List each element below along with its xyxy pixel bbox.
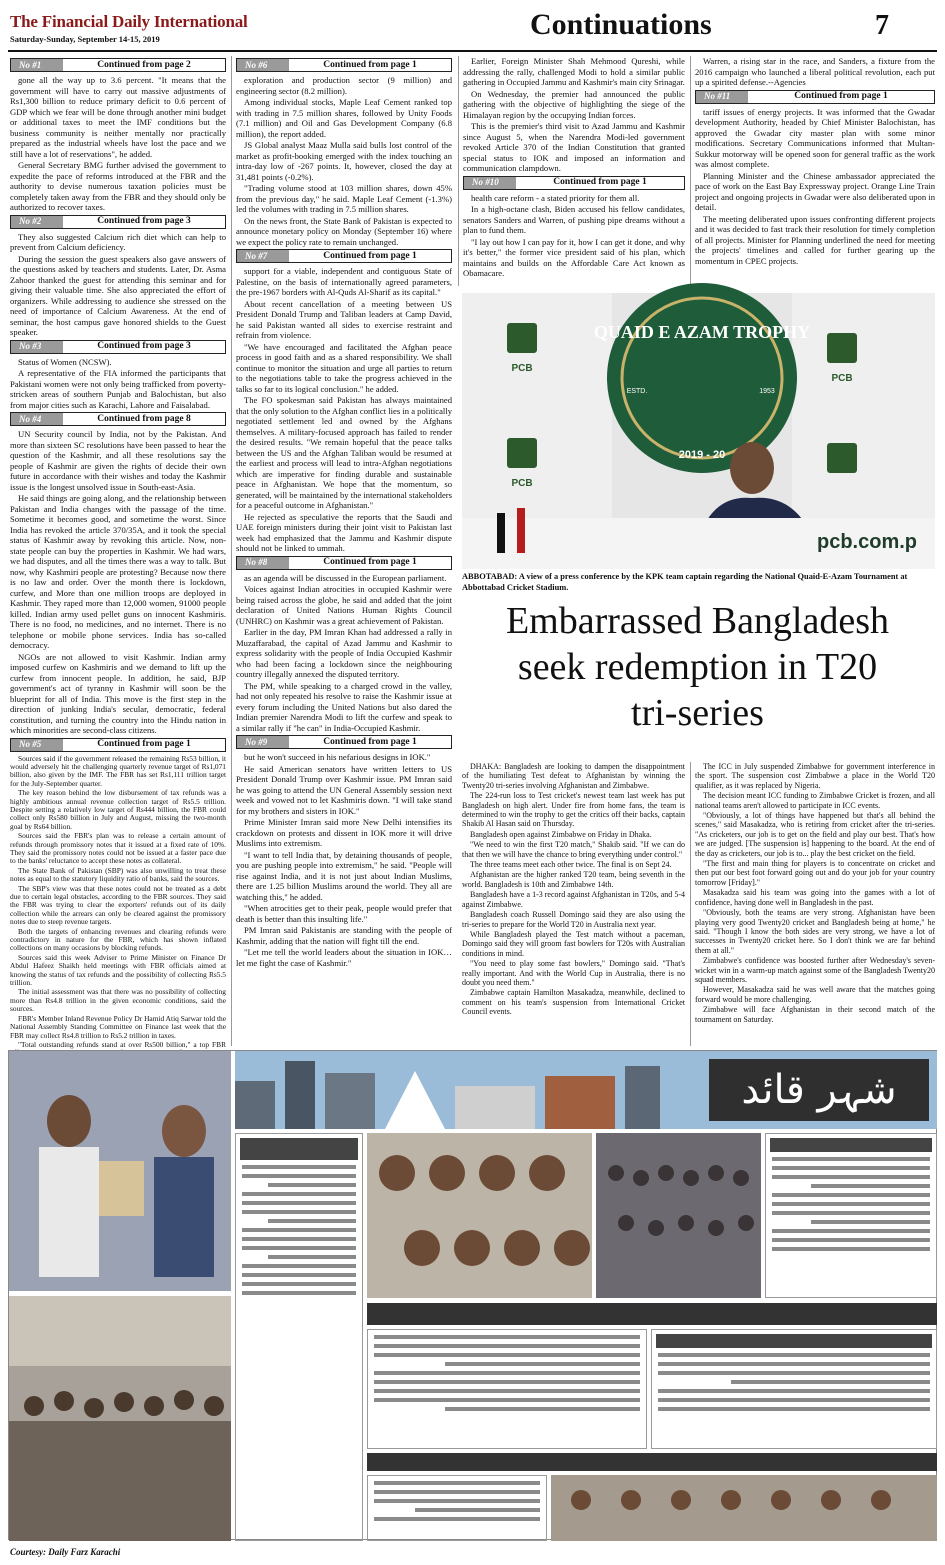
paragraph: JS Global analyst Maaz Mulla said bulls lost control of the market as profit-booking emerged with the index touching an intra-day low of -267 points. It, however, closed the day at 31,481 points (-0.2%). [236, 140, 452, 182]
continuation-number: No #7 [237, 250, 289, 262]
paragraph: gone all the way up to 3.6 percent. "It means that the government will have to carry out massive adjustments of Rs1,300 billion to reduce primary deficit to 0.6 percent of GDP which we fear will be done through another mini budget or additional taxes to meet the IMF conditions but the business community is neither mentally nor practically prepared as the industrial wheels have lost the pace and we still have a lot of reservations", he added. [10, 75, 226, 159]
headline-line: tri-series [631, 692, 764, 734]
urdu-column [367, 1329, 647, 1449]
svg-text:QUAID E AZAM TROPHY: QUAID E AZAM TROPHY [593, 322, 811, 342]
paragraph: "Obviously, a lot of things have happened but that's all behind the scenes," said Masakadza, who is retiring from cricket after the tri-series. "As cricketers, our job is to get on the field and play our best. That's how we are judged. [The suspension is] happening to the board. At the end of the day as cricketers, our job is to... play the best cricket on the field. [695, 811, 935, 858]
masthead-rule [8, 50, 937, 52]
paragraph: The PM, while speaking to a charged crowd in the valley, had not only repeated his resolve to raise the Kashmir issue at every forum including the United Nations but also dared the Indian premier Narendra Modi to lift the curfew and speak to a similar rally if "he can" in India-Occupied Kashmir. [236, 680, 452, 733]
photo-illustration [462, 293, 935, 569]
paragraph: Sources said the FBR's plan was to release a certain amount of refunds through promissory notes that it issued at a fixed rate of 10%. They said the promissory notes could not be issued at a faster pace due to the banks' reluctance to accept these notes as collateral. [10, 831, 226, 866]
crowd-photo [596, 1133, 761, 1298]
headline-line: Embarrassed Bangladesh [505, 600, 890, 642]
column-divider [690, 762, 691, 1046]
paragraph: The decision meant ICC funding to Zimbabwe Cricket is frozen, and all national teams aren't allowed to participate in ICC events. [695, 791, 935, 810]
paragraph: as an agenda will be discussed in the European parliament. [244, 572, 447, 583]
continuation-title: Continued from page 8 [97, 413, 191, 424]
column-4 [695, 56, 935, 286]
photo-caption: ABBOTABAD: A view of a press conference by the KPK team captain regarding the National Quaid-E-Azam Tournament at Abbottabad Cricket Stadium. [462, 572, 908, 592]
paragraph: Sources said this week Adviser to Prime Minister on Finance Dr Abdul Hafeez Shaikh held meetings with FBR officials aimed at knowing the status of tax refunds and the possibility of collecting Rs5.5 trillion. [10, 952, 226, 988]
paragraph: The initial assessment was that there was no possibility of collecting more than Rs4.8 trillion in the given economic conditions, said the sources. [10, 987, 226, 1014]
paragraph: The SBP's view was that these notes could not be treated as a debt due to certain legal obstacles, according to the FBR sources. They said the FBR was trying to clear the exporters' refunds out of its daily collection while the arrears can only be cleared against the promissory notes due to steep revenue targets. [10, 883, 226, 927]
svg-text:PCB: PCB [831, 373, 853, 384]
paragraph: Earlier in the day, PM Imran Khan had addressed a rally in Muzaffarabad, the capital of Azad Jammu and Kashmir to express solidarity with the people of India Occupied Kashmir who had been facing a lockdown since the neighbouring country illegally annexed the disputed territory. [236, 627, 452, 679]
continuation-number: No #4 [11, 413, 63, 425]
continuation-number: No #8 [237, 557, 289, 569]
urdu-column [367, 1475, 547, 1541]
credit-line: Courtesy: Daily Farz Karachi [10, 1547, 121, 1557]
event-photo [9, 1296, 231, 1541]
continuation-title: Continued from page 2 [97, 59, 191, 70]
continuation-number: No #2 [11, 216, 63, 228]
continuation-title: Continued from page 1 [794, 91, 888, 102]
paragraph: He said things are going along, and the relationship between Pakistan and India changes with the passage of the time. Sometime it becomes good, and sometime the worst. Since India has revoked the article 370/35A, and it took the special status of Kashmir away by revoking this article. Now, non-state people can buy the properties in Kashmir. We had wars, we had disputes, and all the times there was a way to talk. But now, why Kashmiri people are protesting? Because now there is no law and order. Over the month there is lockdown, curfew, and More than one million troops are deployed in Kashmir. They raped more than 12,000 women, 91000 people killed. Indian army used pellet guns on innocent Kashmiris. There is no food, no medicines, and no internet. There is no telephone or mobile phone services. India has so-called democracy. [10, 493, 226, 650]
continuation-title: Continued from page 1 [323, 59, 417, 70]
continuation-box [236, 556, 452, 570]
paragraph: The meeting deliberated upon issues confronting different projects and it was decided to fast track their resolution for timely completion of all projects. Minister for Planning underlined the need for meeting the projects' timelines and called for further gearing up the momentum in CPEC projects. [695, 213, 935, 266]
continuation-number: No #11 [696, 91, 748, 103]
paragraph: support for a viable, independent and contiguous State of Palestine, on the basis of internationally agreed parameters, the pre-1967 borders with Al-Quds Al-Sharif as its capital." [236, 266, 452, 297]
paragraph: He said American senators have written letters to US President Donald Trump over Kashmir issue. PM Imran said he was going to attend the UN General Assembly session next week and vowed not to let Kashmiris down. "I will take stand for my brothers and sisters in IOK." [236, 763, 452, 816]
paragraph: Prime Minister Imran said more New Delhi intensifies its crackdown on protests and dissent in IOK more it will drive Muslims into extremism. [236, 817, 452, 848]
continuation-box [10, 58, 226, 72]
paragraph: Sources said if the government released the remaining Rs53 billion, it would adversely hit the challenging quarterly revenue target of Rs1,071 billion, also given by the IMF. The FBR has set Rs1,111 trillion target for the July-September quarter. [10, 753, 226, 788]
paragraph: "We need to win the first T20 match," Shakib said. "If we can do that then we will have the chance to bring everything under control." [462, 840, 685, 859]
svg-text:PCB: PCB [511, 478, 533, 489]
paragraph: In a high-octane clash, Biden accused his fellow candidates, senators Sanders and Warren, of pushing pipe dreams without a plan to fund them. [463, 204, 685, 235]
page-number: 7 [875, 10, 889, 41]
press-conference-photo [462, 293, 935, 569]
paragraph: "You need to play some fast bowlers," Domingo said. "That's really important. And with the World Cup in Australia, there is no doubt you need them." [462, 959, 685, 987]
paragraph: "The first and main thing for players is to concentrate on cricket and then put our best foot forward going out and do your job for your country tomorrow [Friday]." [695, 859, 935, 887]
continuation-title: Continued from page 3 [97, 216, 191, 227]
column-divider [690, 56, 691, 286]
paragraph: However, Masakadza said he was well aware that the matches going forward would be more challenging. [695, 985, 935, 1004]
paragraph: Earlier, Foreign Minister Shah Mehmood Qureshi, while addressing the rally, challenged Modi to hold a similar public gathering in Occupied Jammu and Kashmir's main city Srinagar. [463, 56, 685, 87]
urdu-column [765, 1133, 937, 1298]
paragraph: Warren, a rising star in the race, and Sanders, a fixture from the 2016 campaign who launched a liberal political revolution, each put up a spirited defense.--Agencies [695, 56, 935, 87]
section-title: Continuations [530, 8, 712, 41]
paragraph: "Let me tell the world leaders about the situation in IOK… let me fight the case of Kashmir." [236, 947, 452, 968]
paragraph: but he won't succeed in his nefarious designs in IOK." [244, 752, 431, 762]
group-photo [551, 1475, 937, 1541]
paragraph: Zimbabwe will face Afghanistan in their second match of the tournament on Saturday. [695, 1005, 935, 1024]
event-photo [9, 1051, 231, 1291]
continuation-number: No #1 [11, 59, 63, 71]
column-1 [10, 56, 226, 1049]
continuation-box [10, 412, 226, 426]
continuation-number: No #10 [464, 177, 516, 189]
paragraph: "Trading volume stood at 103 million shares, down 45% from the previous day," he said. Maple Leaf Cement (-1.3%) led the volumes with trading in 7.5 million shares. [236, 183, 452, 214]
paragraph: tariff issues of energy projects. It was informed that the Gwadar development Authority, headed by Chief Minister Balochistan, has approved the Gwadar city master plan with some minor modifications. Secretary Communications informed that Multan-Sukkur motorway will be opened soon for general traffic as the work was almost complete. [695, 106, 935, 169]
paragraph: This is the premier's third visit to Azad Jammu and Kashmir since August 5, when the Narendra Modi-led government revoked Article 370 of the Indian Constitution that granted special status to IOK and imposed an information and communication clampdown. [463, 121, 685, 173]
continuation-box [10, 340, 226, 354]
continuation-title: Continued from page 3 [97, 341, 191, 352]
continuation-box [10, 738, 226, 752]
paragraph: "When atrocities get to their peak, people would prefer that death is better than this insulting life." [236, 903, 452, 924]
paragraph: "We have encouraged and facilitated the Afghan peace process in good faith and as a shared responsibility. We shall continue to monitor the situation and urge all parties to return to the negotiations table to take the progress achieved in the talks so far to its logical conclusion." he added. [236, 341, 452, 394]
paragraph: health care reform - a stated priority for them all. [471, 192, 640, 203]
svg-text:1953: 1953 [759, 388, 775, 395]
continuation-title: Continued from page 1 [323, 250, 417, 261]
paragraph: The ICC in July suspended Zimbabwe for government interference in the sport. The suspension cost Zimbabwe a place in the World T20 qualifier, as it was replaced by Nigeria. [695, 762, 935, 790]
paragraph: About recent cancellation of a meeting between US President Donald Trump and Taliban leaders at Camp David, he said Pakistan wanted all sides to exercise restraint and refrain from violence. [236, 298, 452, 340]
paragraph: Both the targets of enhancing revenues and clearing refunds were contradictory in nature for the FBR, which has shown inflated collections on many occasions by blocking refunds. [10, 926, 226, 953]
paragraph: They also suggested Calcium rich diet which can help to prevent from Calcium deficiency. [10, 231, 226, 252]
urdu-column [651, 1329, 937, 1449]
paragraph: UN Security council by India, not by the Pakistan. And more than sixteen SC resolutions have been passed to hear the question of the Kashmir, and all these resolutions say the people of Kashmir are given the rights of decide their own future in accordance with their wishes and today the Kashmir issue is the longest unsolved issue in South-east-Asia. [10, 429, 226, 492]
continuation-number: No #9 [237, 736, 289, 748]
continuation-box [463, 176, 685, 190]
paragraph: DHAKA: Bangladesh are looking to dampen the disappointment of the humiliating Test defeat to Afghanistan by winning the Twenty20 tri-series involving Afghanistan and Zimbabwe. [462, 762, 685, 790]
paragraph: exploration and production sector (9 million) and engineering sector (8.2 million). [236, 75, 452, 96]
continuation-box [695, 90, 935, 104]
headline [460, 598, 935, 736]
continuation-number: No #5 [11, 739, 63, 751]
column-divider [458, 56, 459, 286]
urdu-title: شہر قائد [709, 1059, 929, 1121]
continuation-title: Continued from page 1 [323, 557, 417, 568]
issue-date: Saturday-Sunday, September 14-15, 2019 [10, 34, 160, 44]
paragraph: "I lay out how I can pay for it, how I can get it done, and why it's better," the former vice president said of his plan, which maintains and builds on the Affordable Care Act known as Obamacare. [463, 236, 685, 278]
paragraph: On Wednesday, the premier had announced the public gathering with the objective of highlighting the siege of the Himalayan region by the occupying Indian forces. [463, 88, 685, 120]
paragraph: "I want to tell India that, by detaining thousands of people, you are pushing people into extremism," he said. "People will rise against India, and it is not just about Indian Muslims, there are 1.25 billion Muslims around the world. They all are watching this," he added. [236, 849, 452, 902]
paragraph: Bangladesh have a 1-3 record against Afghanistan in T20s, and 5-4 against Zimbabwe. [462, 890, 685, 909]
continuation-box [236, 735, 452, 749]
paragraph: General Secretary BMG further advised the government to expedite the pace of reforms introduced at the FBR and the authority to devise numerous taxation policies must be completely taken away from the FBR and they should only be authorized to recover taxes. [10, 160, 226, 212]
paragraph: Zimbabwe's confidence was boosted further after Wednesday's seven-wicket win in a warm-up match against some of the Bangladesh Twenty20 squad members. [695, 956, 935, 984]
paragraph: A representative of the FIA informed the participants that Pakistani women were not only being trafficked from poverty-stricken areas of southern Punjab and Balochistan, but also from major cities such as Karachi, Lahore and Faisalabad. [10, 368, 226, 410]
paragraph: He rejected as speculative the reports that the Saudi and UAE foreign ministers during their joint visit to Pakistan last week had emphasized that the Jammu and Kashmir dispute should not be linked to ummah. [236, 511, 452, 553]
paragraph: The 224-run loss to Test cricket's newest team last week has put Bangladesh on high alert. Under fire from home fans, the team is determined to win the trophy to get the critics off their backs, captain Shakib Al Hasan said on Thursday. [462, 791, 685, 829]
paragraph: The key reason behind the low disbursement of tax refunds was a highly ambitious annual revenue collection target of Rs5.5 trillion. Despite setting a relatively low target of Rs444 billion, the FBR could collect only Rs580 billion in July and August, missing the two-month goal by Rs64 billion. [10, 788, 226, 831]
paragraph: Voices against Indian atrocities in occupied Kashmir were being raised across the globe, he said and added that the joint declaration of United Nations Human Rights Council (UNHRC) on Kashmir was a great achievement of Pakistan. [236, 584, 452, 626]
paragraph: The State Bank of Pakistan (SBP) was also unwilling to treat these notes as equal to the statutory liquidity ratio of banks, said the sources. [10, 865, 226, 884]
paragraph: Bangladesh open against Zimbabwe on Friday in Dhaka. [470, 829, 652, 839]
column-divider [231, 56, 232, 1046]
continuation-title: Continued from page 1 [553, 177, 647, 188]
paragraph: PM Imran said Pakistanis are standing with the people of Kashmir, adding that the nation will fight till the end. [236, 925, 452, 946]
headline-line: seek redemption in T20 [517, 646, 878, 688]
urdu-headline-bar [367, 1453, 937, 1471]
paragraph: Among individual stocks, Maple Leaf Cement ranked top with trading in 7.5 million shares, followed by Unity Foods (7.1 million) and Oil and Gas Development Company (6.8 million), the report added. [236, 97, 452, 139]
column-2 [236, 56, 452, 1046]
urdu-column [235, 1133, 363, 1541]
story-column-left [462, 762, 685, 1046]
continuation-title: Continued from page 1 [323, 736, 417, 747]
paragraph: Status of Women (NCSW). [18, 356, 112, 367]
paragraph: Planning Minister and the Chinese ambassador appreciated the pace of work on the East Bay Expressway project. Orange Line Train project and ongoing projects in Gwadar were also deliberated upon in detail. [695, 170, 935, 212]
paragraph: The FO spokesman said Pakistan has always maintained that the only solution to the Afghan conflict lies in a politically negotiated settlement led and owned by the Afghans themselves. A military-focused approach has failed to render the desired results. "We remain hopeful that the peace talks between the US and the Afghan Taliban would be resumed at the earliest and process will lead to intra-Afghan negotiations which are imperative for finding durable and sustainable peace in Afghanistan. We hope that the momentum, so generated, will be maintained by the international stakeholders for a peaceful outcome in Afghanistan." [236, 395, 452, 510]
svg-text:ESTD.: ESTD. [626, 388, 648, 395]
continuation-box [236, 249, 452, 263]
paragraph: Zimbabwe captain Hamilton Masakadza, meanwhile, declined to comment on his team's suspension from International Cricket Council events. [462, 988, 685, 1017]
continuation-box [10, 215, 226, 229]
landmark-banner [235, 1051, 937, 1129]
paragraph: Bangladesh coach Russell Domingo said they are also using the tri-series to prepare for the World T20 in Australia next year. [462, 910, 685, 929]
column-3 [463, 56, 685, 286]
paragraph: "Obviously, both the teams are very strong. Afghanistan have been playing very good Twenty20 cricket and Bangladesh being at home," he said. "Though I know the both sides are very strong, we have a lot of successes in Twenty20 cricket here. So I don't think we are far behind them at all." [695, 908, 935, 955]
continuation-number: No #3 [11, 341, 63, 353]
portraits-photo [367, 1133, 592, 1298]
paragraph: During the session the guest speakers also gave answers of the questions asked by teachers and students. Later, Dr. Asma Zahoor thanked the guest for attending this seminar and for giving their valuable time. She also appreciated the effort of organizers. While addressing to audience she stressed on the need of importance of Calcium Awareness. At the end of seminar, the host campus gave honored shields to the Guest speaker. [10, 253, 226, 337]
newspaper-name: The Financial Daily International [10, 12, 248, 31]
paragraph: While Bangladesh played the Test match without a paceman, Domingo said they will groom fast bowlers for T20s with Australian conditions in mind. [462, 929, 685, 958]
paragraph: The three teams meet each other twice. The final is on Sept 24. [470, 860, 672, 870]
urdu-ad-section [8, 1050, 937, 1540]
paragraph: On the news front, the State Bank of Pakistan is expected to announce monetary policy on Monday (September 16) where we expect the policy rate to remain unchanged. [236, 215, 452, 247]
paragraph: FBR's Member Inland Revenue Policy Dr Hamid Atiq Sarwar told the National Assembly Standing Committee on Finance last week that the FBR may collect Rs4.8 trillion to Rs5.2 trillion in taxes. [10, 1013, 226, 1040]
paragraph: Masakadza said his team was going into the games with a lot of confidence, having done well in Bangladesh in the past. [695, 888, 935, 907]
svg-text:pcb.com.p: pcb.com.p [816, 531, 918, 553]
continuation-box [236, 58, 452, 72]
masthead-left [10, 12, 248, 44]
urdu-headline-bar [367, 1303, 937, 1325]
svg-text:PCB: PCB [511, 363, 533, 374]
continuation-title: Continued from page 1 [97, 739, 191, 750]
story-column-right [695, 762, 935, 1046]
svg-text:2019 - 20: 2019 - 20 [678, 449, 726, 461]
paragraph: NGOs are not allowed to visit Kashmir. Indian army imposed curfew on Kashmiris and we demand to lift up the curfew from innocent people. In addition, he said, BJP government's act of tyranny in Kashmir will soon be the blueprint for all of India. This move is the first step in the direction of junking India's secular, democratic, federal constitution, and turning the country into the Hindu nation in which minorities are second-class citizens. [10, 651, 226, 735]
paragraph: Afghanistan are the higher ranked T20 team, being seventh in the world. Bangladesh is 10th and Zimbabwe 14th. [462, 870, 685, 889]
continuation-number: No #6 [237, 59, 289, 71]
paragraph: "Total outstanding refunds stand at over Rs500 billion," a top FBR [18, 1039, 226, 1049]
